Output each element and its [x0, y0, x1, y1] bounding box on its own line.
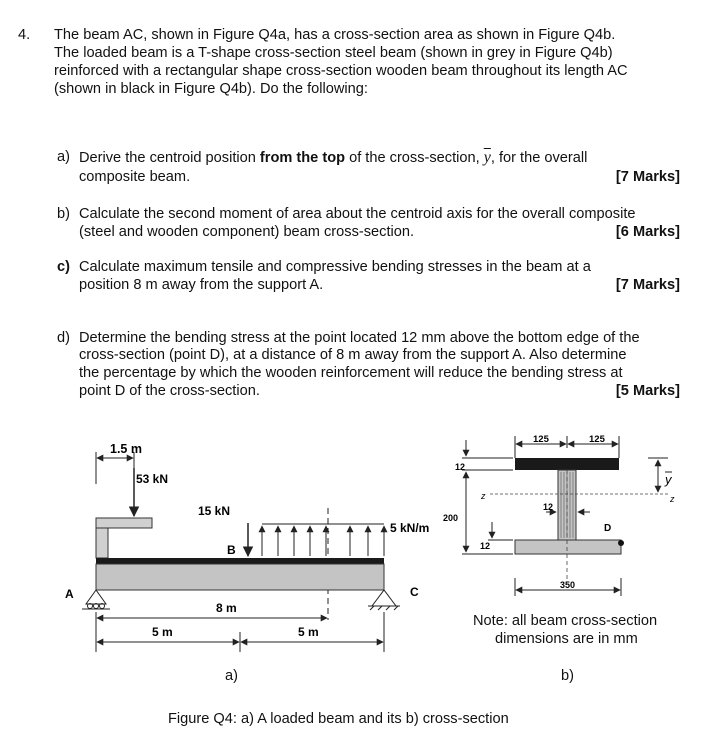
part-b-line-2: (steel and wooden component) beam cross-section.	[79, 224, 415, 240]
part-a-bold: from the top	[259, 150, 346, 166]
support-A-label: A	[65, 587, 74, 601]
figure-caption: Figure Q4: a) A loaded beam and its b) cross-section	[168, 711, 509, 727]
load-15kN-label: 15 kN	[198, 504, 231, 518]
dim-12-top-label: 12	[455, 462, 466, 472]
ybar-label: y	[665, 472, 672, 487]
intro-line-2: The loaded beam is a T-shape cross-section steel beam (shown in grey in Figure Q4b)	[54, 45, 613, 61]
part-c-line-1: Calculate maximum tensile and compressive bending stresses in the beam at a	[79, 259, 591, 275]
bracket-post	[96, 528, 108, 558]
part-b-label: b)	[57, 206, 70, 222]
part-d-line-4: point D of the cross-section.	[79, 383, 260, 399]
beam-steel-body	[96, 564, 384, 590]
point-D-marker	[618, 540, 624, 546]
support-A	[82, 590, 110, 609]
section-wood-flange	[515, 458, 619, 470]
udl-arrows	[262, 526, 384, 556]
point-B-label: B	[227, 543, 236, 557]
dim-12-web-label: 12	[543, 502, 554, 512]
load-53kN-label: 53 kN	[136, 472, 169, 486]
beam-wood-strip	[96, 558, 384, 564]
part-d-label: d)	[57, 330, 70, 346]
dim-1-5m-label: 1.5 m	[110, 442, 142, 456]
part-a-text: Derive the centroid position	[79, 150, 260, 166]
point-D-label: D	[604, 523, 612, 534]
z-right-label: z	[670, 494, 675, 504]
part-c-line-2: position 8 m away from the support A.	[79, 277, 324, 293]
dim-350-label: 350	[560, 580, 576, 590]
dim-12-bottom-label: 12	[480, 541, 491, 551]
support-C	[368, 590, 400, 610]
part-d-line-3: the percentage by which the wooden reinforcement will reduce the bending stress at	[79, 365, 623, 381]
dim-5m-left-label: 5 m	[152, 625, 173, 639]
part-a-marks: [7 Marks]	[615, 169, 680, 185]
note-line-2: dimensions are in mm	[495, 631, 638, 647]
section-steel-flange	[515, 540, 621, 554]
part-a-text-3: , for the overall	[490, 150, 588, 166]
intro-line-1: The beam AC, shown in Figure Q4a, has a cross-section area as shown in Figure Q4b.	[54, 27, 616, 43]
part-d-marks: [5 Marks]	[615, 383, 680, 399]
part-a-line-2: composite beam.	[79, 169, 191, 185]
dim-125-left-label: 125	[533, 434, 549, 445]
part-c-marks: [7 Marks]	[615, 277, 680, 293]
intro-line-3: reinforced with a rectangular shape cross-section wooden beam throughout its length AC	[54, 63, 628, 79]
part-a-text-2: of the cross-section,	[345, 150, 484, 166]
udl-label: 5 kN/m	[390, 521, 430, 535]
z-left-label: z	[481, 491, 486, 501]
support-C-label: C	[410, 585, 419, 599]
bracket-top-arm	[96, 518, 152, 528]
part-b-line-1: Calculate the second moment of area about the centroid axis for the overall composite	[79, 206, 636, 222]
dim-5m-right-label: 5 m	[298, 625, 319, 639]
note-line-1: Note: all beam cross-section	[473, 613, 658, 629]
part-c-label: c)	[57, 259, 70, 275]
part-a-label: a)	[57, 149, 70, 165]
question-number: 4.	[18, 27, 31, 43]
intro-line-4: (shown in black in Figure Q4b). Do the following:	[54, 81, 368, 97]
part-d-line-1: Determine the bending stress at the point located 12 mm above the bottom edge of the	[79, 330, 640, 346]
ybar-symbol: $\overline{y}$	[483, 149, 491, 166]
sub-label-b: b)	[561, 668, 574, 684]
dim-125-right-label: 125	[589, 434, 605, 445]
part-d-line-2: cross-section (point D), at a distance of 8 m away from the support A. Also determine	[79, 347, 627, 363]
sub-label-a: a)	[225, 668, 238, 684]
dim-8m-label: 8 m	[216, 601, 237, 615]
part-b-marks: [6 Marks]	[615, 224, 680, 240]
dim-200-label: 200	[443, 513, 459, 523]
